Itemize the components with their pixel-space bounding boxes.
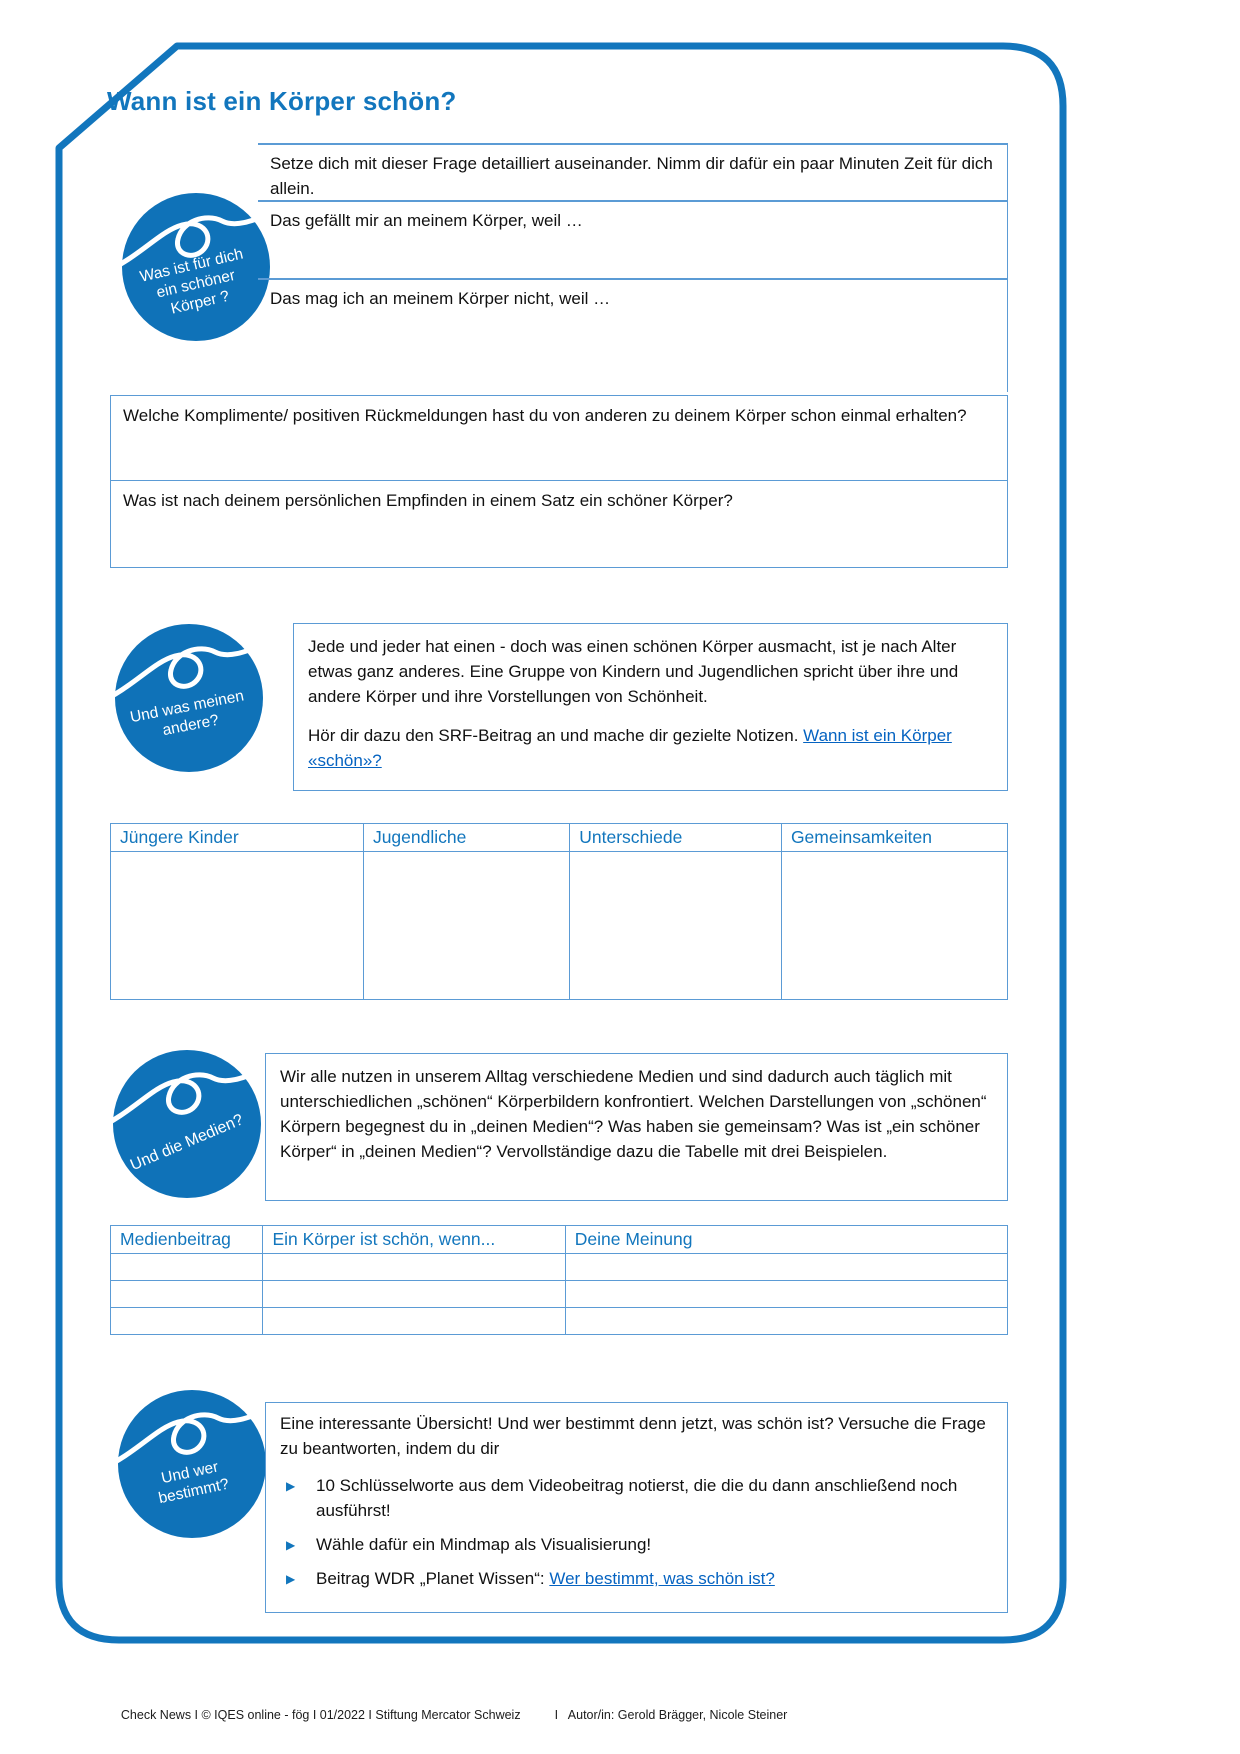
footer-source: Check News I © IQES online - fög I 01/2022 I Stiftung Mercator Schweiz [120,1708,521,1722]
media-cell-empty [111,1281,263,1308]
intro-box: Setze dich mit dieser Frage detailliert auseinander. Nimm dir dafür ein paar Minuten Zeit für dich allein. [258,143,1007,200]
notes-table [110,823,1008,1000]
notes-table-header-juengere-kinder: Jüngere Kinder [111,824,364,852]
wer-bestimmt-task-box [265,1402,1008,1613]
srf-task-line [308,724,993,774]
notes-cell-empty [111,852,364,1000]
notes-table-header-unterschiede: Unterschiede [570,824,782,852]
media-paragraph: Wir alle nutzen in unserem Alltag verschiedene Medien und sind dadurch auch täglich mit unterschiedlichen „schönen“ Körperbildern konfrontiert. Welchen Darstellungen von „schönen“ Körpern begegnest du in „deinen Medien“? Was haben sie gemeinsam? Was ist „ein schöner Körper“ in „deinen Medien“? Vervollständige dazu die Tabelle mit drei Beispielen. [280,1067,987,1161]
bullet-arrow-icon: ▶ [286,1537,296,1552]
self-reflection-boxes [258,143,1008,392]
media-table-header-medienbeitrag: Medienbeitrag [111,1226,263,1254]
media-cell-empty [263,1254,565,1281]
srf-intro-paragraph: Jede und jeder hat einen - doch was einen schönen Körper ausmacht, ist je nach Alter etwas ganz anderes. Eine Gruppe von Kindern und Jugendlichen spricht über ihre und andere Körper und ihre Vorstellungen von Schönheit. [308,637,959,706]
prompt-box-dislike: Das mag ich an meinem Körper nicht, weil … [258,278,1007,392]
notes-table-header-gemeinsamkeiten: Gemeinsamkeiten [781,824,1007,852]
task-bullet-list [280,1474,993,1592]
media-table-row [111,1254,1008,1281]
task-badge-schoener-koerper [122,193,270,341]
media-cell-empty [565,1254,1007,1281]
media-table-row [111,1281,1008,1308]
prompt-box-like: Das gefällt mir an meinem Körper, weil … [258,200,1007,278]
badge-label: Und was meinen andere? [128,687,246,740]
task-badge-und-die-medien [113,1050,261,1198]
media-cell-empty [565,1281,1007,1308]
task-badge-was-meinen-andere [115,624,263,772]
media-table-row [111,1308,1008,1335]
media-cell-empty [565,1308,1007,1335]
bullet-text: Beitrag WDR „Planet Wissen“: Wer bestimmt, was schön ist? [316,1568,775,1588]
media-table-header-deine-meinung: Deine Meinung [565,1226,1007,1254]
notes-table-row [111,852,1008,1000]
page-title: Wann ist ein Körper schön? [107,86,457,116]
question-definition: Was ist nach deinem persönlichen Empfinden in einem Satz ein schöner Körper? [123,491,733,510]
question-box [110,395,1008,568]
bullet-arrow-icon: ▶ [286,1478,296,1493]
bullet-item [280,1567,993,1592]
badge-label: Und wer bestimmt? [157,1458,231,1508]
bullet-text: 10 Schlüsselworte aus dem Videobeitrag notierst, die die du dann anschließend noch ausführst! [316,1475,958,1520]
media-cell-empty [263,1308,565,1335]
notes-table-header-jugendliche: Jugendliche [363,824,569,852]
media-table-header-koerper-schoen: Ein Körper ist schön, wenn... [263,1226,565,1254]
bullet-item [280,1533,993,1558]
notes-cell-empty [363,852,569,1000]
bullet-text: Wähle dafür ein Mindmap als Visualisierung! [316,1534,652,1554]
wdr-link[interactable]: Wer bestimmt, was schön ist? [549,1568,775,1588]
badge-label: Was ist für dich ein schöner Körper ? [138,245,245,318]
media-task-box [265,1053,1008,1201]
media-cell-empty [111,1254,263,1281]
notes-cell-empty [781,852,1007,1000]
notes-cell-empty [570,852,782,1000]
badge-label: Und die Medien? [127,1111,246,1175]
page-footer [107,1694,787,1736]
media-cell-empty [263,1281,565,1308]
srf-task-box [293,623,1008,791]
question-compliments: Welche Komplimente/ positiven Rückmeldungen hast du von anderen zu deinem Körper schon einmal erhalten? [111,396,1007,481]
footer-authors: I Autor/in: Gerold Brägger, Nicole Steiner [554,1708,788,1722]
srf-link[interactable]: Wann ist ein Körper «schön»? [308,725,952,770]
media-cell-empty [111,1308,263,1335]
wer-bestimmt-intro: Eine interessante Übersicht! Und wer bestimmt denn jetzt, was schön ist? Versuche die Frage zu beantworten, indem du dir [280,1414,986,1458]
bullet-item [280,1474,993,1524]
bullet-arrow-icon: ▶ [286,1571,296,1586]
srf-task-text: Hör dir dazu den SRF-Beitrag an und mache dir gezielte Notizen. [308,725,804,745]
task-badge-wer-bestimmt [118,1390,266,1538]
media-table [110,1225,1008,1335]
